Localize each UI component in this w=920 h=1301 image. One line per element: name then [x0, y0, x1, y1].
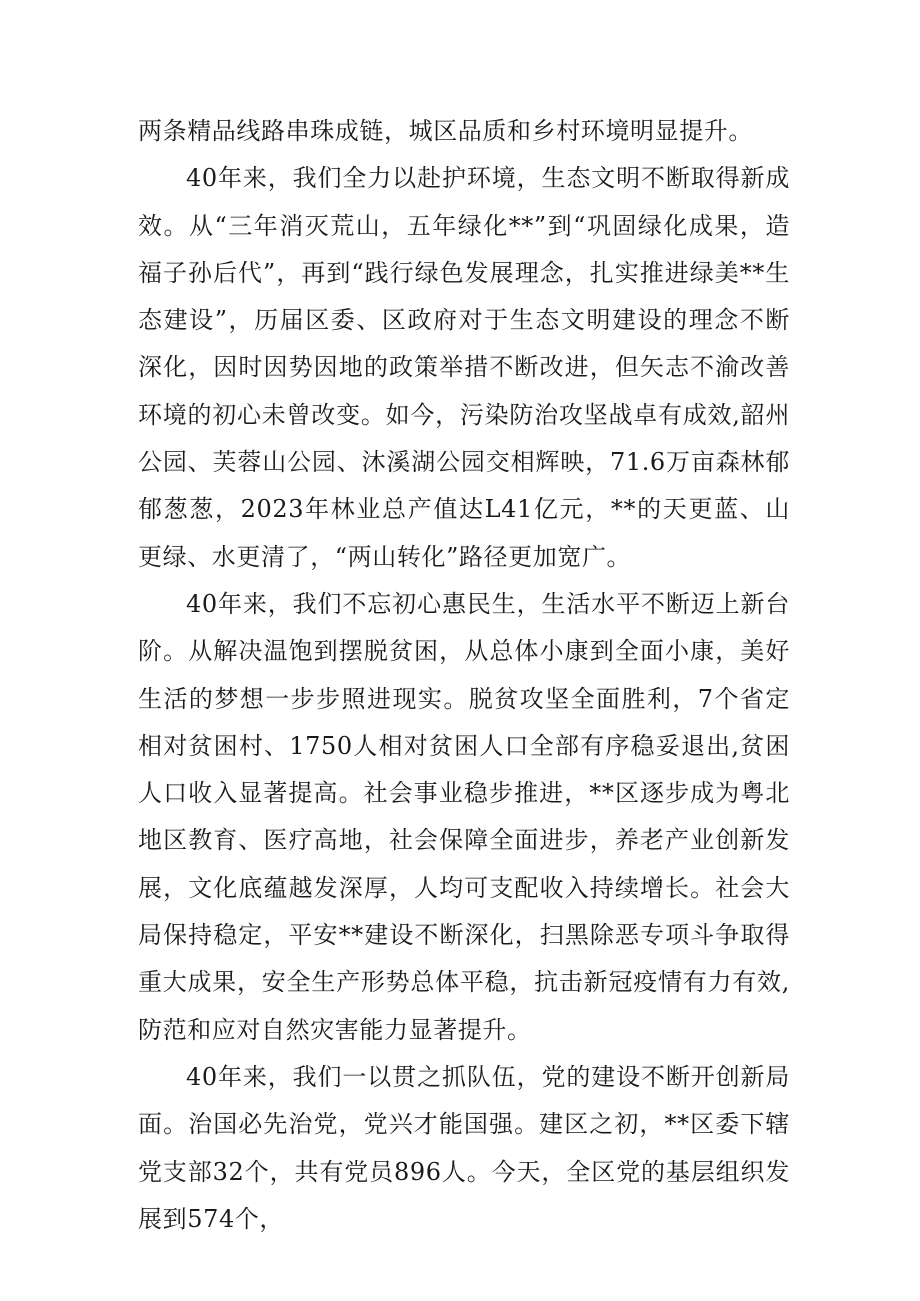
paragraph-2: 40年来，我们全力以赴护环境，生态文明不断取得新成效。从“三年消灭荒山，五年绿化**”到“巩固绿化成果，造福子孙后代”，再到“践行绿色发展理念，扎实推进绿美**生态建设”，历届区委、区政府对于生态文明建设的理念不断深化，因时因势因地的政策举措不断改进，但矢志不渝改善环境的初心未曾改变。如今，污染防治攻坚战卓有成效,韶州公园、芙蓉山公园、沐溪湖公园交相辉映，71.6万亩森林郁郁葱葱，2023年林业总产值达L41亿元，**的天更蓝、山更绿、水更清了，“两山转化”路径更加宽广。 — [138, 164, 790, 571]
document-body — [138, 108, 790, 1243]
paragraph-4: 40年来，我们一以贯之抓队伍，党的建设不断开创新局面。治国必先治党，党兴才能国强。建区之初，**区委下辖党支部32个，共有党员896人。今天，全区党的基层组织发展到574个， — [138, 1062, 790, 1233]
paragraph-1: 两条精品线路串珠成链，城区品质和乡村环境明显提升。 — [138, 117, 753, 145]
paragraph-3: 40年来，我们不忘初心惠民生，生活水平不断迈上新台阶。从解决温饱到摆脱贫困，从总体小康到全面小康，美好生活的梦想一步步照进现实。脱贫攻坚全面胜利，7个省定相对贫困村、1750人相对贫困人口全部有序稳妥退出,贫困人口收入显著提高。社会事业稳步推进，**区逐步成为粤北地区教育、医疗高地，社会保障全面进步，养老产业创新发展，文化底蕴越发深厚，人均可支配收入持续增长。社会大局保持稳定，平安**建设不断深化，扫黑除恶专项斗争取得重大成果，安全生产形势总体平稳，抗击新冠疫情有力有效,防范和应对自然灾害能力显著提升。 — [138, 589, 790, 1044]
